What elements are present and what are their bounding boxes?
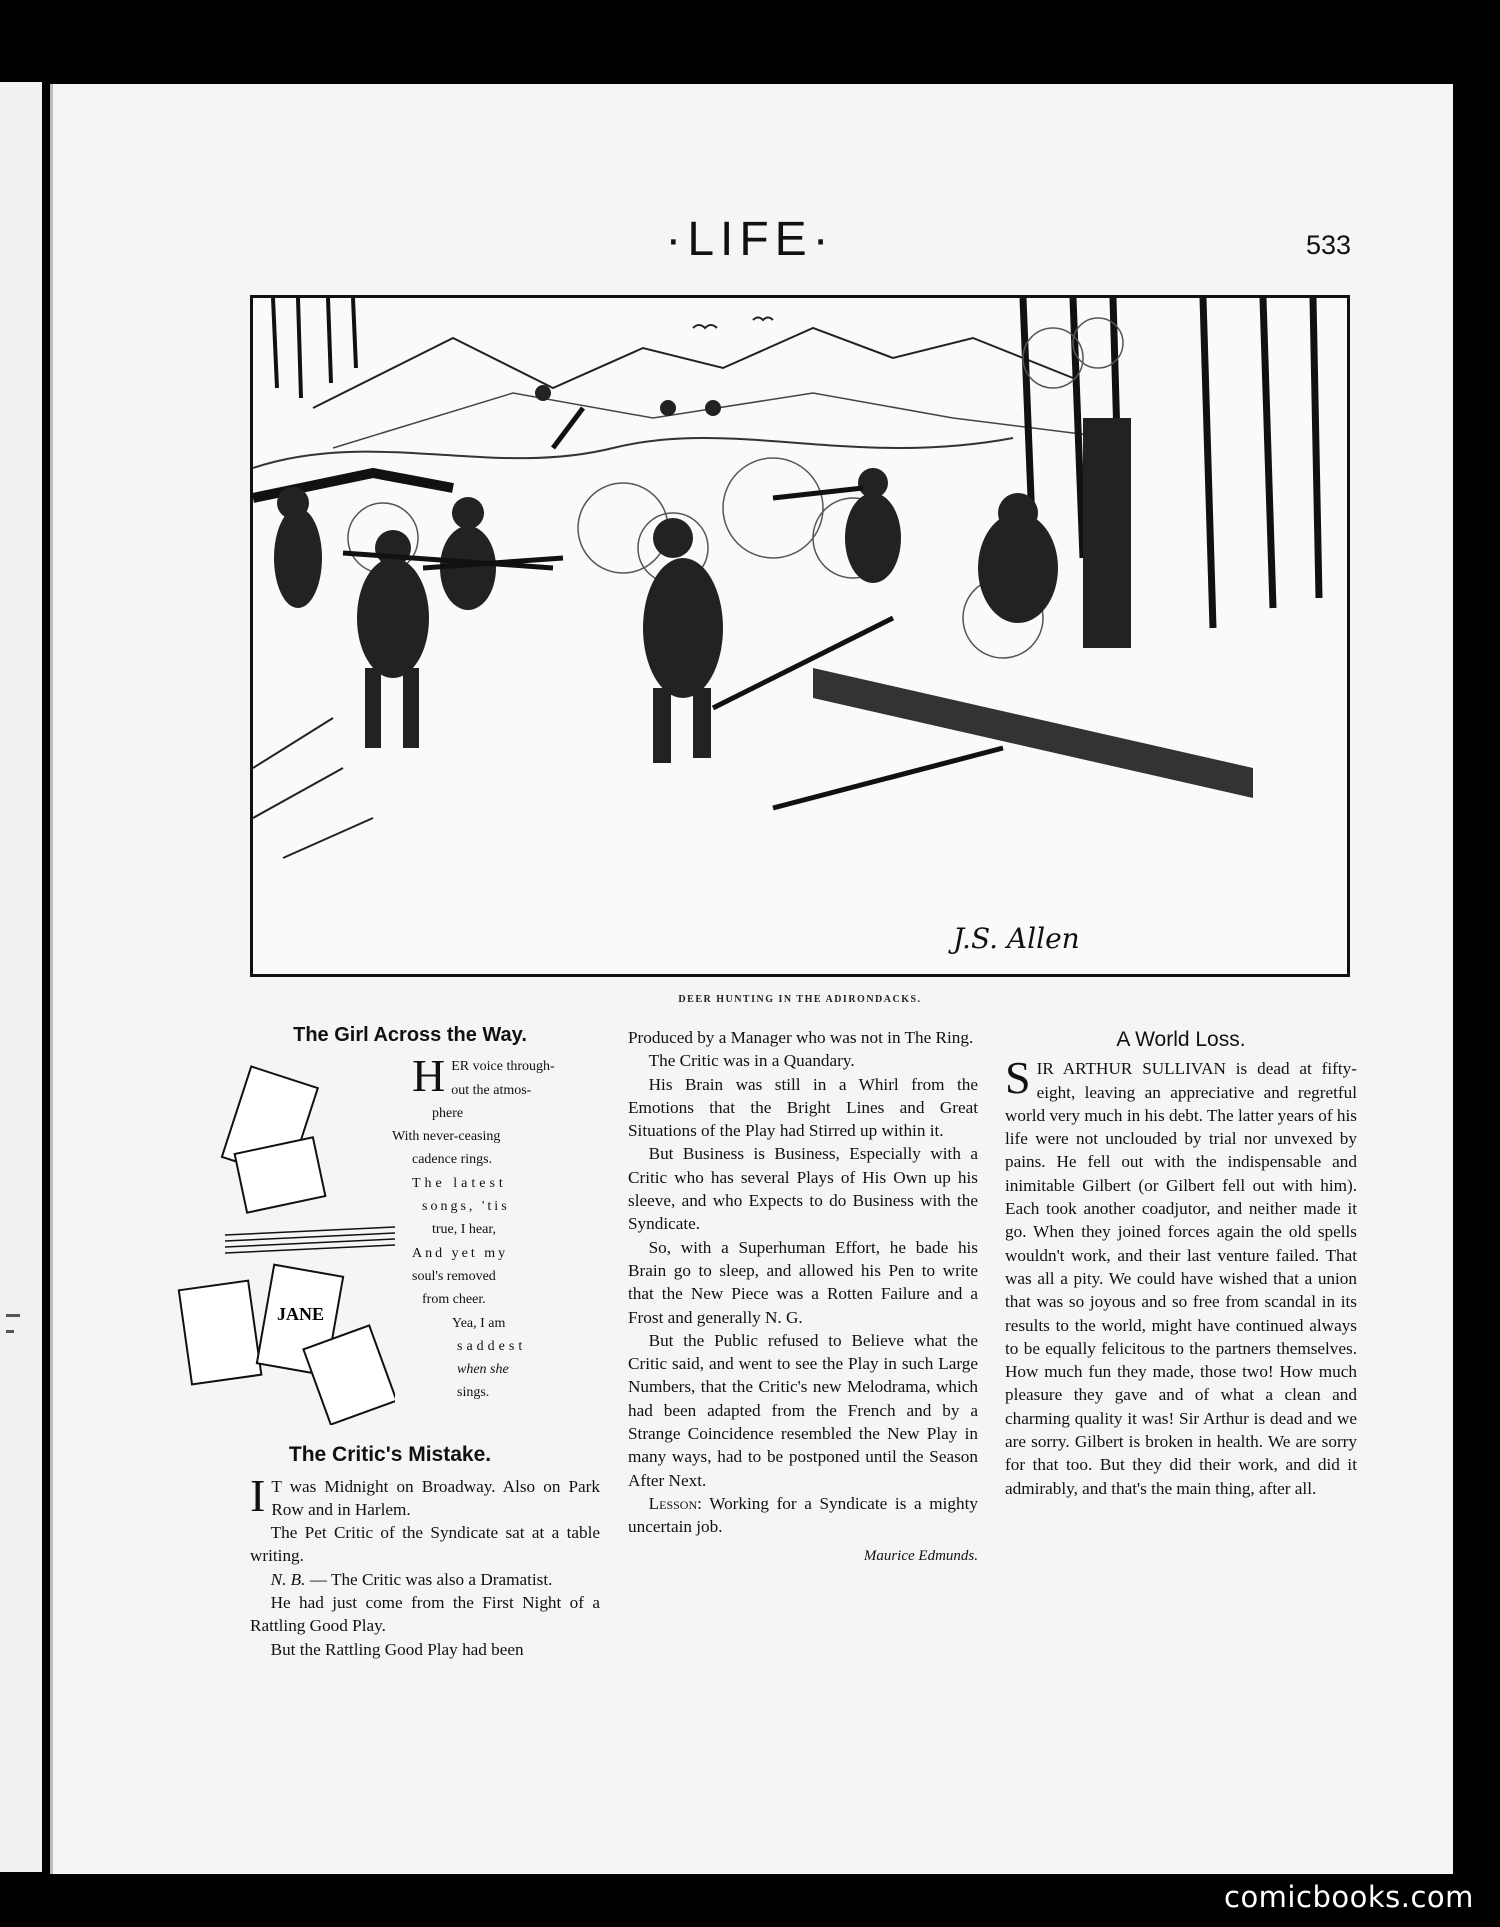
poem-line: out the atmos-: [451, 1082, 532, 1098]
poem-text: [392, 1050, 602, 1404]
poem-line: cadence rings.: [412, 1152, 493, 1168]
nb-label: N. B.: [270, 1569, 306, 1589]
page-edge-mark: [6, 1330, 14, 1333]
author-signature: Maurice Edmunds.: [863, 1547, 978, 1564]
page-edge-mark: [6, 1314, 20, 1317]
poem-block: [180, 1050, 600, 1425]
paragraph-text: T was Midnight on Broadway. Also on Park Row and in Harlem.: [271, 1476, 600, 1519]
sheet-music-illustration: [165, 1055, 395, 1425]
paragraph-text: — The Critic was also a Dramatist.: [305, 1569, 553, 1589]
poem-line: true, I hear,: [432, 1222, 496, 1238]
paragraph: But the Rattling Good Play had been: [270, 1639, 524, 1659]
poem-line: sings.: [457, 1385, 490, 1401]
poem-line: saddest: [457, 1338, 527, 1354]
poem-line: ER voice through-: [451, 1059, 555, 1075]
facing-page-edge: [0, 82, 42, 1872]
illustration-drawing: [253, 298, 1347, 974]
article-dropcap: I: [250, 1469, 266, 1521]
poem-line: Yea, I am: [452, 1315, 506, 1331]
lesson-label: Lesson: [648, 1493, 698, 1513]
article-dropcap: S: [1005, 1052, 1031, 1104]
page-number: 533: [1306, 230, 1352, 260]
paragraph-text: : Working for a Syndicate is a mighty uncertain job.: [628, 1493, 978, 1537]
hunting-scene-illustration: [250, 295, 1350, 977]
column-left: [180, 1024, 600, 1661]
paragraph-text: IR ARTHUR SULLIVAN is dead at fifty-eight, leaving an appreciative and regretful world very much in his debt. The latter years of his life were not unclouded by trial nor unvexed by pains. He fell out with the indispensable and inimitable Gilbert (or Gilbert fell out with him). Each took another coadjutor, and neither made it go. When they joined forces again the old spells wouldn't work, and their last venture failed. That was all a pity. We could have wished that a union that was so joyous and so free from scandal in its results to the world, might have continued always to be equally felicitous to the partners themselves. How much fun they made, those two! How much pleasure they gave and of what a clean and charming quality it was! Sir Arthur is dead and we are sorry. Gilbert is broken in health. We are sorry for that too. But they did their work, and did it admirably, and that's the main thing, after all.: [1005, 1059, 1357, 1498]
poem-line: phere: [432, 1105, 464, 1121]
poem-line: from cheer.: [422, 1292, 486, 1308]
poem-line: when she: [457, 1362, 509, 1378]
watermark: comicbooks.com: [1224, 1880, 1474, 1914]
column-middle: [628, 1026, 978, 1568]
paragraph: But Business is Business, Especially with a Critic who has several Plays of His Own up his sleeve, and who Expects to do Business with the Syndicate.: [628, 1144, 978, 1234]
masthead: ·LIFE·: [665, 213, 835, 266]
article-title: A World Loss.: [1116, 1028, 1246, 1051]
paragraph: So, with a Superhuman Effort, he bade his Brain go to sleep, and allowed his Pen to write that the New Piece was a Rotten Failure and a Frost and generally N. G.: [628, 1237, 978, 1327]
poem-line: The latest: [412, 1175, 507, 1191]
paragraph: [250, 1568, 600, 1591]
poem-line: And yet my: [412, 1245, 509, 1261]
paragraph: His Brain was still in a Whirl from the Emotions that the Bright Lines and Great Situations of the Play had Stirred up within it.: [628, 1074, 978, 1141]
paragraph: But the Public refused to Believe what the Critic said, and went to see the Play in such Large Numbers, that the Critic's new Melodrama, which had been adapted from the French and by a Strange Coincidence resembled the New Play in many ways, had to be postponed until the Season After Next.: [628, 1330, 978, 1490]
paragraph: Produced by a Manager who was not in The Ring.: [628, 1028, 974, 1047]
poem-dropcap: H: [412, 1050, 446, 1102]
article-title: The Critic's Mistake.: [288, 1443, 492, 1467]
paragraph: The Pet Critic of the Syndicate sat at a table writing.: [250, 1523, 600, 1566]
paragraph: He had just come from the First Night of a Rattling Good Play.: [250, 1593, 600, 1636]
paragraph: [250, 1469, 600, 1522]
paragraph: The Critic was in a Quandary.: [648, 1051, 855, 1071]
poem-line: With never-ceasing: [392, 1129, 501, 1145]
paragraph: [628, 1492, 978, 1539]
poem-title: The Girl Across the Way.: [293, 1024, 527, 1046]
poem-line: soul's removed: [412, 1268, 496, 1284]
sheet-music-label: JANE: [277, 1304, 325, 1325]
column-right: [1005, 1028, 1357, 1500]
artist-signature: J.S. Allen: [953, 922, 1080, 955]
poem-line: songs, 'tis: [422, 1199, 510, 1215]
paragraph: [1005, 1052, 1357, 1500]
illustration-caption: DEER HUNTING IN THE ADIRONDACKS.: [678, 994, 922, 1005]
critic-text-start: [180, 1469, 600, 1661]
